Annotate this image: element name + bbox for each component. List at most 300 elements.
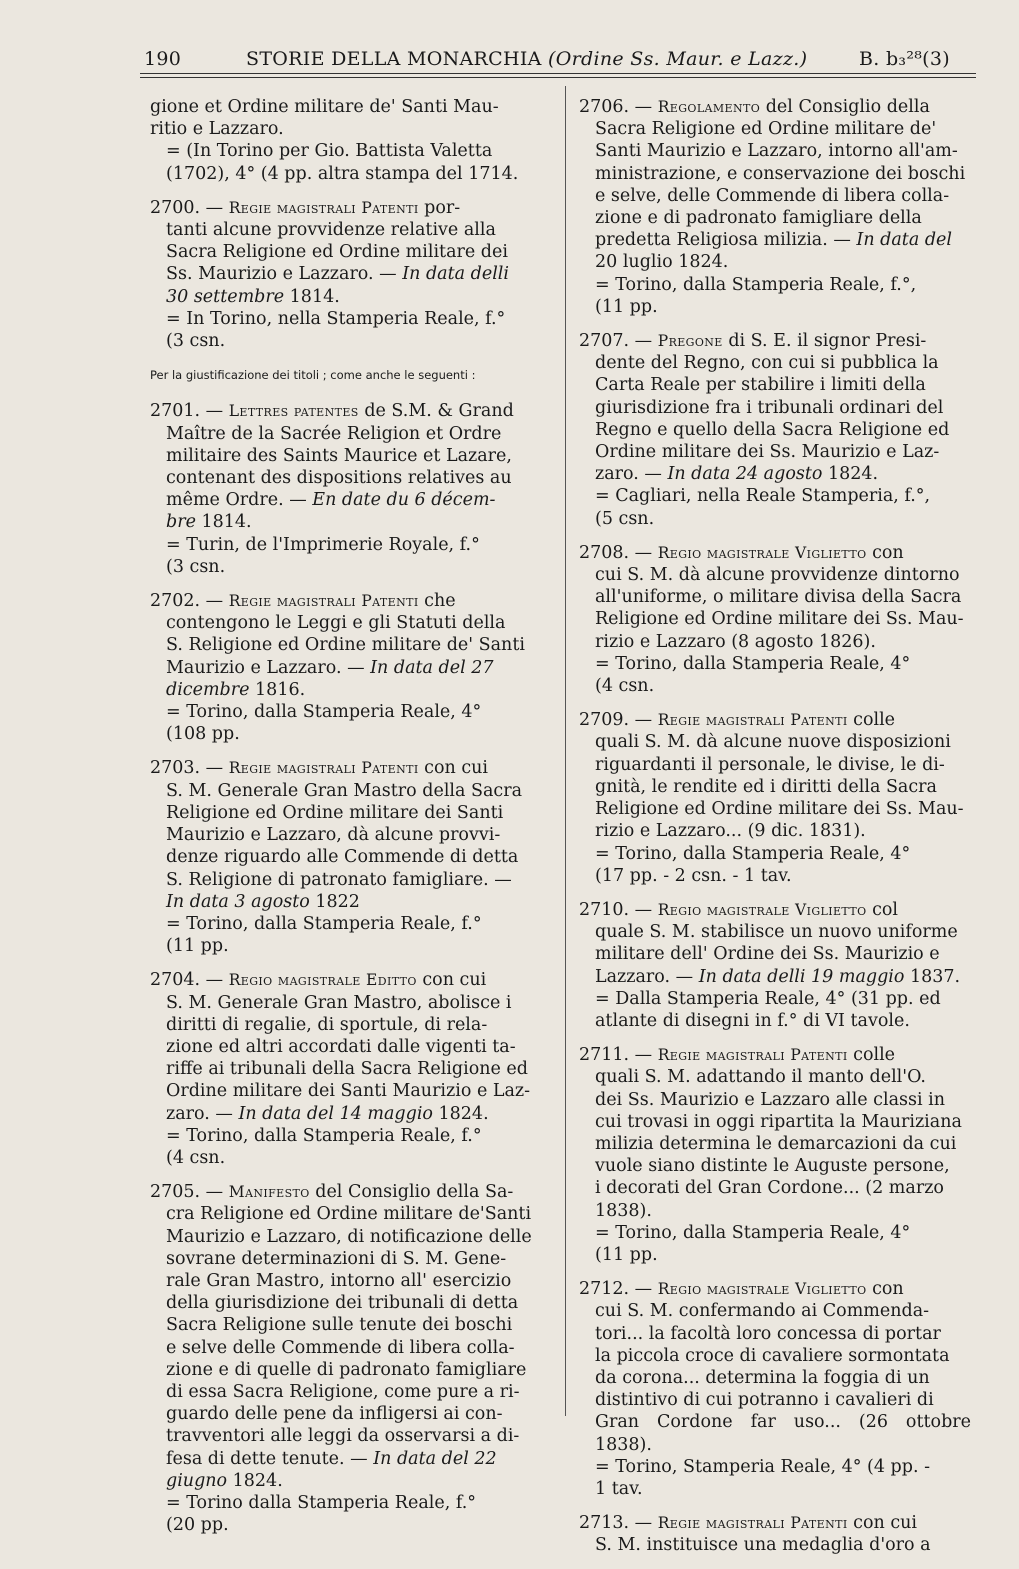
entry-date-year: 1824.	[227, 1470, 283, 1491]
document-type: Regie magistrali Patenti	[228, 759, 419, 778]
entry-text: Religione ed Ordine militare dei Ss. Mau-	[595, 799, 964, 820]
imprint-text: = Torino, dalla Stamperia Reale, f.°	[166, 913, 482, 934]
entry-line	[150, 1058, 542, 1080]
entry-date: In data 24 agosto	[667, 464, 823, 485]
entry-2710	[579, 899, 971, 1032]
entry-line	[150, 1470, 542, 1492]
entry-line	[579, 798, 971, 820]
imprint-line	[150, 1125, 542, 1147]
entry-text: zaro. —	[595, 464, 668, 485]
entry-text: cui S. M. confermando ai Commenda-	[595, 1301, 930, 1322]
entry-heading-line	[150, 1181, 542, 1203]
entry-2705	[150, 1181, 542, 1536]
entry-text: rizio e Lazzaro (8 agosto 1826).	[595, 631, 876, 652]
entry-text: sovrane determinazioni di S. M. Gene-	[166, 1248, 507, 1269]
entry-text: con cui	[418, 758, 488, 779]
entry-text: S. M. Generale Gran Mastro, abolisce i	[166, 992, 512, 1013]
entry-heading-line	[579, 899, 971, 921]
entry-number: 2700. —	[150, 197, 229, 218]
entry-2713	[579, 1512, 971, 1556]
document-type: Regio magistrale Viglietto	[657, 900, 867, 919]
entry-text: predetta Religiosa milizia. —	[595, 230, 857, 251]
entry-date: giugno	[166, 1470, 228, 1491]
entry-2700	[150, 197, 542, 352]
entry-line	[150, 891, 542, 913]
imprint-text: (11 pp.	[595, 296, 658, 317]
entry-text: della giurisdizione dei tribunali di detta	[166, 1293, 519, 1314]
entry-line	[150, 1337, 542, 1359]
entry-line	[579, 966, 971, 988]
imprint-text: = Cagliari, nella Reale Stamperia, f.°,	[595, 486, 931, 507]
imprint-text: = Torino, Stamperia Reale, 4° (4 pp. -	[595, 1456, 930, 1477]
entry-line	[579, 1323, 971, 1345]
entry-line	[579, 943, 971, 965]
entry-text: con cui	[416, 970, 487, 991]
imprint-text: (3 csn.	[166, 556, 226, 577]
entry-date: In data 3 agosto	[166, 891, 310, 912]
entry-number: 2707. —	[579, 331, 658, 352]
entry-text: contengono le Leggi e gli Statuti della	[166, 613, 506, 634]
entry-heading-line	[579, 1278, 971, 1300]
entry-text: distintivo di cui potranno i cavalieri di	[595, 1390, 934, 1411]
entry-date: In data del 22	[373, 1448, 497, 1469]
entry-text: Religione ed Ordine militare dei Santi	[166, 802, 504, 823]
document-type: Regie magistrali Patenti	[228, 592, 419, 611]
entry-line	[579, 776, 971, 798]
entry-text: Maurizio e Lazzaro, di notificazione delle	[166, 1226, 532, 1247]
imprint-line	[579, 1478, 971, 1500]
entry-heading-line	[150, 400, 542, 422]
signature-mark: B. b₃²⁸(3)	[859, 48, 950, 70]
entry-text: zaro. —	[166, 1103, 239, 1124]
entry-date-year: 20 luglio 1824.	[595, 252, 729, 273]
imprint-line	[150, 935, 542, 957]
entry-line	[579, 419, 971, 441]
imprint-line	[579, 843, 971, 865]
entry-line	[579, 185, 971, 207]
entry-text: quali S. M. dà alcune nuove disposizioni	[595, 732, 951, 753]
entry-line	[579, 374, 971, 396]
entry-text: milizia determina le demarcazioni da cui	[595, 1133, 957, 1154]
imprint-line	[579, 653, 971, 675]
imprint-text: 1 tav.	[595, 1478, 643, 1499]
entry-text: Maurizio e Lazzaro, dà alcune provvi-	[166, 825, 501, 846]
entry-text: Ss. Maurizio e Lazzaro. —	[166, 264, 403, 285]
entry-line	[579, 564, 971, 586]
running-title: STORIE DELLA MONARCHIA (Ordine Ss. Maur. e Lazz.)	[246, 48, 808, 70]
entry-text: Gran Cordone far uso... (26 ottobre 1838).	[595, 1412, 971, 1455]
entry-line	[579, 754, 971, 776]
entry-line	[150, 802, 542, 824]
entry-text: tanti alcune provvidenze relative alla	[166, 220, 496, 241]
document-type: Regio magistrale Viglietto	[657, 543, 867, 562]
entry-date-year: 1814.	[284, 286, 340, 307]
imprint-text: = Torino, dalla Stamperia Reale, 4°	[595, 1222, 911, 1243]
entry-line	[150, 219, 542, 241]
entry-text: la piccola croce di cavaliere sormontata	[595, 1345, 950, 1366]
entry-heading-line	[579, 542, 971, 564]
entry-line	[150, 241, 542, 263]
imprint-text: atlante di disegni in f.° di VI tavole.	[595, 1010, 910, 1031]
entry-heading-line	[150, 197, 542, 219]
imprint-text: (3 csn.	[166, 331, 226, 352]
entry-line	[579, 631, 971, 653]
document-type: Regie magistrali Patenti	[657, 1514, 848, 1533]
entry-text: con	[866, 1279, 904, 1300]
entry-line	[150, 96, 542, 118]
imprint-line	[579, 988, 971, 1010]
imprint-line	[579, 675, 971, 697]
entry-text: di essa Sacra Religione, come pure a ri-	[166, 1381, 520, 1402]
imprint-text: = (In Torino per Gio. Battista Valetta	[166, 141, 493, 162]
entry-line	[579, 1155, 971, 1177]
entry-text: cra Religione ed Ordine militare de'Santi	[166, 1204, 532, 1225]
entry-line	[579, 352, 971, 374]
imprint-text: = Turin, de l'Imprimerie Royale, f.°	[166, 534, 480, 555]
entry-text: i decorati del Gran Cordone... (2 marzo	[595, 1178, 944, 1199]
imprint-line	[579, 1244, 971, 1266]
entry-text: da corona... determina la foggia di un	[595, 1367, 930, 1388]
entry-line	[579, 820, 971, 842]
entry-line	[579, 921, 971, 943]
imprint-line	[579, 1010, 971, 1032]
entry-number: 2712. —	[579, 1279, 658, 1300]
entry-date-year: 1824.	[822, 464, 879, 485]
imprint-text: = Dalla Stamperia Reale, 4° (31 pp. ed	[595, 988, 941, 1009]
imprint-line	[579, 485, 971, 507]
entry-line	[150, 286, 542, 308]
running-header	[140, 44, 980, 74]
entry-line	[150, 657, 542, 679]
entry-line	[579, 163, 971, 185]
entry-number: 2702. —	[150, 591, 229, 612]
entry-text: quali S. M. adattando il manto dell'O.	[595, 1067, 926, 1088]
entry-2704	[150, 969, 542, 1169]
entry-heading-line	[579, 330, 971, 352]
entry-line	[150, 1292, 542, 1314]
entry-line	[579, 207, 971, 229]
entry-text: Religione ed Ordine militare dei Ss. Mau-	[595, 609, 964, 630]
entry-date-year: 1837.	[904, 966, 961, 987]
entry-line	[579, 731, 971, 753]
entry-text: del Consiglio della Sa-	[309, 1182, 514, 1203]
document-type: Regio magistrale Viglietto	[657, 1280, 867, 1299]
entry-number: 2713. —	[579, 1513, 658, 1534]
entry-text: dei Ss. Maurizio e Lazzaro alle classi in	[595, 1089, 945, 1110]
right-column	[579, 96, 971, 1569]
imprint-line	[579, 296, 971, 318]
entry-intro	[150, 96, 542, 185]
column-divider	[565, 86, 566, 1416]
entry-text: S. M. instituisce una medaglia d'oro a	[595, 1535, 931, 1556]
entry-heading-line	[150, 590, 542, 612]
entry-date: bre	[166, 512, 196, 533]
imprint-line	[150, 163, 542, 185]
entry-line	[579, 1345, 971, 1367]
entry-line	[150, 679, 542, 701]
entry-text: col	[866, 899, 899, 920]
entry-line	[150, 992, 542, 1014]
entry-line	[579, 118, 971, 140]
document-type: Regio magistrale Editto	[228, 971, 417, 990]
entry-line	[579, 586, 971, 608]
entry-date: In data del 14 maggio	[238, 1103, 433, 1124]
entry-line	[150, 1448, 542, 1470]
imprint-line	[150, 330, 542, 352]
entry-line	[150, 1014, 542, 1036]
entry-line	[579, 1111, 971, 1133]
document-type: Regie magistrali Patenti	[657, 711, 848, 730]
entry-text: S. M. Generale Gran Mastro della Sacra	[166, 780, 523, 801]
entry-text: giurisdizione fra i tribunali ordinari del	[595, 397, 944, 418]
entry-text: cui S. M. dà alcune provvidenze dintorno	[595, 565, 960, 586]
entry-line	[150, 467, 542, 489]
entry-line	[150, 1381, 542, 1403]
entry-text: e selve, delle Commende di libera colla-	[595, 185, 950, 206]
entry-line	[150, 1226, 542, 1248]
entry-text: Lazzaro. —	[595, 966, 699, 987]
imprint-line	[150, 556, 542, 578]
entry-text: Sacra Religione ed Ordine militare de'	[595, 119, 937, 140]
left-column	[150, 96, 542, 1548]
entry-line	[579, 1066, 971, 1088]
entry-line	[579, 1300, 971, 1322]
editorial-note: Per la giustificazione dei titoli ; come anche le seguenti :	[150, 368, 476, 383]
entry-text: de S.M. & Grand	[358, 401, 514, 422]
imprint-line	[150, 534, 542, 556]
entry-text: colle	[847, 1045, 896, 1066]
entry-2703	[150, 757, 542, 957]
imprint-text: (5 csn.	[595, 508, 655, 529]
entry-text: Maître de la Sacrée Religion et Ordre	[166, 423, 502, 444]
entry-text: fesa di dette tenute. —	[166, 1448, 374, 1469]
document-type: Manifesto	[228, 1183, 310, 1202]
entry-line	[150, 634, 542, 656]
entry-line	[150, 1359, 542, 1381]
imprint-line	[579, 508, 971, 530]
entry-date-year: 1816.	[249, 679, 306, 700]
entry-text: militaire des Saints Maurice et Lazare,	[166, 445, 512, 466]
entry-text: del Consiglio della	[760, 97, 930, 117]
entry-text: riffe ai tribunali della Sacra Religione ed	[166, 1059, 528, 1080]
entry-text: 1838).	[595, 1200, 652, 1221]
entry-date-year: 1814.	[195, 512, 252, 533]
entry-line	[150, 445, 542, 467]
entry-text: rale Gran Mastro, intorno all' esercizio	[166, 1270, 512, 1291]
entry-date-year: 1824.	[432, 1103, 489, 1124]
entry-line	[150, 263, 542, 285]
entry-line	[150, 612, 542, 634]
imprint-text: (1702), 4° (4 pp. altra stampa del 1714.	[166, 163, 519, 184]
entry-line	[579, 397, 971, 419]
entry-text: Carta Reale per stabilire i limiti della	[595, 375, 926, 396]
entry-line	[579, 1411, 971, 1455]
entry-number: 2710. —	[579, 899, 658, 920]
entry-2712	[579, 1278, 971, 1500]
entry-text: all'uniforme, o militare divisa della Sacra	[595, 587, 962, 608]
entry-text: gione et Ordine militare de' Santi Mau-	[150, 97, 499, 117]
entry-text: zione e di padronato famigliare della	[595, 208, 922, 229]
entry-text: tori... la facoltà loro concessa di portar	[595, 1323, 941, 1344]
entry-text: di S. E. il signor Presi-	[722, 331, 927, 352]
imprint-line	[150, 701, 542, 723]
entry-line	[150, 423, 542, 445]
entry-2707	[579, 330, 971, 530]
entry-date: dicembre	[166, 679, 250, 700]
entry-heading-line	[150, 969, 542, 991]
entry-number: 2711. —	[579, 1045, 658, 1066]
entry-line	[579, 1200, 971, 1222]
entry-text: por-	[418, 197, 461, 218]
entry-2708	[579, 542, 971, 697]
entry-date: In data del 27	[370, 657, 494, 678]
entry-text: riguardanti il personale, le divise, le di-	[595, 754, 945, 775]
entry-text: S. Religione di patronato famigliare. —	[166, 869, 512, 890]
entry-text: travventori alle leggi da osservarsi a di-	[166, 1426, 520, 1447]
entry-number: 2706. —	[579, 97, 658, 117]
entry-2702	[150, 590, 542, 745]
page-number: 190	[144, 48, 182, 70]
entry-text: rizio e Lazzaro... (9 dic. 1831).	[595, 821, 866, 842]
entry-date: In data delli 19 maggio	[698, 966, 905, 987]
entry-line	[150, 1270, 542, 1292]
entry-number: 2709. —	[579, 710, 658, 731]
imprint-line	[150, 1514, 542, 1536]
entry-line	[579, 1089, 971, 1111]
entry-2711	[579, 1044, 971, 1266]
entry-text: Sacra Religione ed Ordine militare dei	[166, 242, 508, 263]
entry-text: gnità, le rendite ed i diritti della Sacra	[595, 776, 937, 797]
entry-date: In data del	[856, 230, 952, 251]
entry-heading-line	[150, 757, 542, 779]
entry-text: con cui	[847, 1513, 917, 1534]
entry-text: zione ed altri accordati dalle vigenti ta-	[166, 1036, 516, 1057]
entry-text: Regno e quello della Sacra Religione ed	[595, 419, 950, 440]
entry-line	[579, 608, 971, 630]
entry-line	[579, 140, 971, 162]
entry-2706	[579, 96, 971, 318]
entry-number: 2705. —	[150, 1182, 229, 1203]
imprint-line	[150, 308, 542, 330]
imprint-line	[150, 140, 542, 162]
entry-text: diritti di regalie, di sportule, di rela-	[166, 1014, 488, 1035]
entry-line	[150, 1248, 542, 1270]
entry-line	[579, 441, 971, 463]
imprint-line	[150, 723, 542, 745]
entry-number: 2708. —	[579, 542, 658, 563]
entry-heading-line	[579, 1512, 971, 1534]
entry-line	[579, 229, 971, 251]
entry-date: In data delli	[402, 264, 509, 285]
entry-text: zione e di quelle di padronato famigliare	[166, 1359, 527, 1380]
entry-number: 2703. —	[150, 758, 229, 779]
entry-text: Ordine militare dei Santi Maurizio e Laz-	[166, 1081, 531, 1102]
entry-text: ritio e Lazzaro.	[150, 119, 284, 140]
imprint-text: = Torino, dalla Stamperia Reale, f.°	[166, 1125, 482, 1146]
entry-line	[150, 846, 542, 868]
entry-line	[150, 824, 542, 846]
imprint-text: = In Torino, nella Stamperia Reale, f.°	[166, 308, 506, 329]
entry-line	[150, 1425, 542, 1447]
entry-date: En date du 6 décem-	[312, 490, 496, 511]
entry-line	[579, 1133, 971, 1155]
entry-line	[579, 1534, 971, 1556]
imprint-text: (4 csn.	[595, 676, 655, 697]
entry-text: dente del Regno, con cui si pubblica la	[595, 353, 939, 374]
entry-text: vuole siano distinte le Auguste persone,	[595, 1156, 950, 1177]
entry-date: 30 settembre	[166, 286, 285, 307]
entry-line	[150, 1103, 542, 1125]
entry-number: 2704. —	[150, 970, 229, 991]
imprint-text: (11 pp.	[166, 936, 229, 957]
entry-text: quale S. M. stabilisce un nuovo uniforme	[595, 922, 958, 943]
entry-line	[150, 1080, 542, 1102]
entry-line	[579, 251, 971, 273]
imprint-line	[579, 1222, 971, 1244]
entry-text: che	[418, 591, 456, 612]
header-rule	[140, 77, 976, 78]
entry-heading-line	[579, 709, 971, 731]
entry-line	[150, 511, 542, 533]
entry-text: Ordine militare dei Ss. Maurizio e Laz-	[595, 442, 940, 463]
entry-text: Santi Maurizio e Lazzaro, intorno all'am-	[595, 141, 958, 162]
entry-date-year: 1822	[309, 891, 360, 912]
imprint-text: (4 csn.	[166, 1147, 226, 1168]
entry-text: con	[866, 542, 904, 563]
entry-text: guardo delle pene da infligersi ai con-	[166, 1404, 503, 1425]
document-type: Regie magistrali Patenti	[657, 1046, 848, 1065]
entry-line	[150, 1036, 542, 1058]
imprint-line	[150, 1492, 542, 1514]
imprint-text: = Torino, dalla Stamperia Reale, f.°,	[595, 274, 917, 295]
entry-number: 2701. —	[150, 401, 229, 422]
entry-text: S. Religione ed Ordine militare de' Santi	[166, 635, 525, 656]
entry-text: cui trovasi in oggi ripartita la Mauriziana	[595, 1111, 962, 1132]
entry-text: militare dell' Ordine dei Ss. Maurizio e	[595, 944, 940, 965]
imprint-line	[150, 1147, 542, 1169]
entry-line	[579, 463, 971, 485]
entry-line	[150, 1203, 542, 1225]
document-type: Lettres patentes	[228, 402, 359, 421]
header-rule	[140, 73, 976, 74]
imprint-text: (11 pp.	[595, 1244, 658, 1265]
entry-line	[150, 1314, 542, 1336]
document-type: Pregone	[657, 332, 723, 351]
entry-line	[579, 1367, 971, 1389]
imprint-text: = Torino, dalla Stamperia Reale, 4°	[166, 702, 482, 723]
entry-line	[579, 1389, 971, 1411]
entry-text: colle	[847, 710, 896, 731]
imprint-line	[579, 274, 971, 296]
imprint-line	[579, 865, 971, 887]
entry-2701	[150, 400, 542, 578]
entry-line	[150, 118, 542, 140]
entry-line	[150, 1403, 542, 1425]
entry-text: contenant des dispositions relatives au	[166, 468, 512, 489]
entry-heading-line	[579, 96, 971, 118]
imprint-line	[150, 913, 542, 935]
imprint-line	[579, 1456, 971, 1478]
entry-text: e selve delle Commende di libera colla-	[166, 1337, 515, 1358]
entry-text: ministrazione, e conservazione dei boschi	[595, 163, 966, 184]
document-type: Regie magistrali Patenti	[228, 198, 419, 217]
entry-line	[150, 869, 542, 891]
imprint-text: = Torino, dalla Stamperia Reale, 4°	[595, 653, 911, 674]
entry-2709	[579, 709, 971, 887]
entry-line	[579, 1177, 971, 1199]
entry-line	[150, 489, 542, 511]
entry-text: Sacra Religione sulle tenute dei boschi	[166, 1315, 513, 1336]
